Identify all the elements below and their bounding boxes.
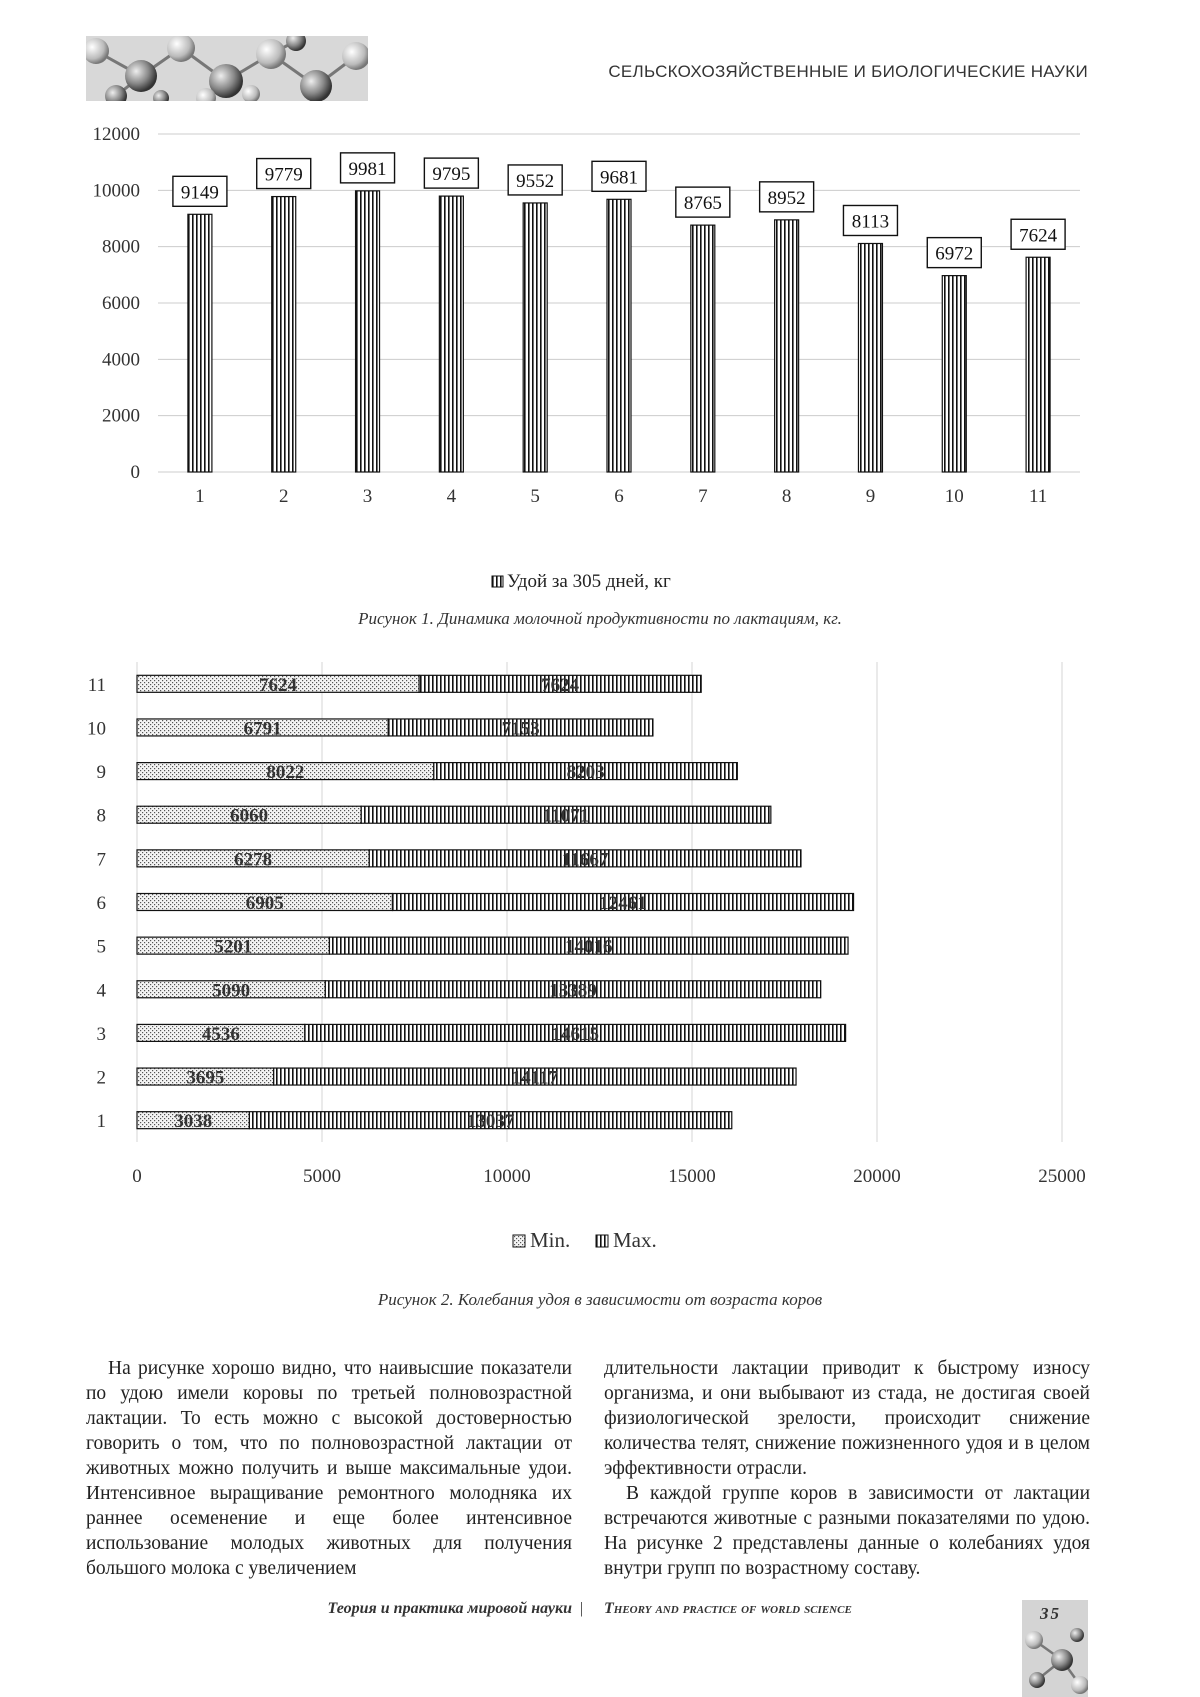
y-tick-label: 4 [96,980,106,1002]
legend-swatch-min [513,1235,525,1247]
milk-yield-bar-chart [80,118,1090,598]
data-label-max: 13389 [549,980,597,1002]
data-label: 9552 [516,170,555,192]
y-tick-label: 2 [96,1067,106,1089]
bar [272,197,296,472]
data-label-min: 6791 [243,718,282,740]
header-molecule-image [86,36,368,101]
data-label-min: 4536 [201,1023,240,1045]
data-label-max: 13037 [466,1111,515,1133]
data-label-max: 11667 [561,849,609,871]
data-label-min: 6278 [234,849,273,871]
body-paragraph: длительности лактации приводит к быстрому износу организма, и они выбывают из стада, не достигая своей физиологической зрелости, происходит снижение количества телят, снижение пожизненного удоя и в целом эффективности отрасли. [604,1358,1090,1479]
bar [188,214,212,472]
x-tick-label: 25000 [1038,1166,1086,1187]
y-tick-label: 1 [96,1111,106,1133]
data-label-max: 8203 [566,762,605,784]
data-label-max: 14117 [511,1067,559,1089]
y-tick-label: 5 [96,936,106,958]
bar [439,196,463,472]
x-tick-label: 10 [944,486,964,507]
data-label-max: 14615 [551,1023,599,1045]
page-number: 35 [1040,1604,1061,1623]
data-label-min: 6905 [245,893,284,914]
bar [356,191,380,472]
data-label-max: 11071 [542,805,590,827]
data-label-min: 8022 [266,762,305,784]
data-label: 8765 [683,193,722,215]
data-label: 7624 [1019,225,1058,247]
bar [1026,257,1050,472]
y-tick-label: 8 [96,805,106,827]
data-label-min: 5090 [212,980,251,1002]
bar [775,220,799,472]
y-tick-label: 3 [96,1023,106,1045]
x-tick-label: 5000 [303,1166,341,1187]
x-tick-label: 0 [132,1166,142,1187]
body-paragraph: На рисунке хорошо видно, что наивысшие показатели по удою имели коровы по третьей полновозрастной лактации. То есть можно с высокой достоверностью говорить о том, что по полновозрастной лактации от животных можно получить и выше максимальные удои. Интенсивное выращивание ремонтного молодняка их раннее осеменение и еще более интенсивное использование молодых животных для получения большого молока с увеличением [86,1358,572,1579]
data-label: 9981 [348,158,387,180]
y-tick-label: 11 [87,674,106,696]
data-label: 9779 [264,164,303,186]
legend-swatch [492,576,503,587]
figure-2-caption: Рисунок 2. Колебания удоя в зависимости от возраста коров [377,1290,823,1309]
data-label: 9795 [432,164,471,186]
data-label-max: 7624 [541,674,580,696]
legend-swatch-max [596,1235,608,1247]
figure-1-caption: Рисунок 1. Динамика молочной продуктивности по лактациям, кг. [358,609,842,628]
data-label-max: 7153 [501,718,540,740]
yield-variation-bar-chart [80,650,1090,1250]
x-tick-label: 1 [195,486,205,507]
y-tick-label: 6000 [102,293,140,314]
data-label-min: 5201 [214,936,253,958]
y-tick-label: 7 [96,849,106,871]
y-tick-label: 9 [96,762,106,784]
x-tick-label: 6 [614,486,624,507]
data-label-max: 14016 [564,936,613,958]
x-tick-label: 3 [362,486,373,507]
footer-journal-title-ru: Теория и практика мировой науки [327,1600,572,1617]
x-tick-label: 8 [781,486,792,507]
x-tick-label: 15000 [668,1166,716,1187]
bar [523,203,547,472]
x-tick-label: 2 [278,486,289,507]
bar [858,243,882,472]
y-tick-label: 10 [87,718,106,740]
bar [691,225,715,472]
data-label-max: 12461 [599,893,647,914]
data-label: 6972 [935,243,974,265]
data-label: 9681 [600,167,638,189]
data-label: 8952 [767,187,806,209]
data-label-min: 7624 [259,674,298,696]
y-tick-label: 12000 [92,124,140,145]
y-tick-label: 10000 [92,180,140,202]
y-tick-label: 0 [130,462,140,483]
bar [942,276,966,472]
data-label-min: 3038 [174,1111,213,1133]
x-tick-label: 7 [698,486,708,507]
footer-separator: | [580,1600,584,1617]
footer-journal-title-en: Theory and practice of world science [604,1600,852,1617]
x-tick-label: 20000 [853,1166,901,1187]
x-tick-label: 10000 [483,1166,531,1187]
x-tick-label: 9 [865,486,876,507]
y-tick-label: 8000 [102,236,140,258]
legend-label: Удой за 305 дней, кг [507,571,671,592]
y-tick-label: 6 [96,893,106,914]
legend-label-max: Max. [613,1228,657,1250]
legend-label-min: Min. [530,1228,571,1250]
x-tick-label: 5 [530,486,540,507]
body-text-left-column [86,1356,572,1581]
data-label-min: 6060 [230,805,269,827]
y-tick-label: 4000 [102,349,140,371]
journal-section-title: СЕЛЬСКОХОЗЯЙСТВЕННЫЕ И БИОЛОГИЧЕСКИЕ НАУКИ [608,62,1088,81]
body-text-right-column [604,1356,1090,1581]
y-tick-label: 2000 [102,405,140,427]
data-label-min: 3695 [186,1067,225,1089]
body-paragraph: В каждой группе коров в зависимости от лактации встречаются животные с разными показателями по удою. На рисунке 2 представлены данные о колебаниях удоя внутри групп по возрастному составу. [604,1483,1090,1579]
bar [607,199,631,472]
data-label: 9149 [180,182,219,204]
x-tick-label: 11 [1028,486,1048,507]
data-label: 8113 [851,211,890,233]
x-tick-label: 4 [446,486,457,507]
